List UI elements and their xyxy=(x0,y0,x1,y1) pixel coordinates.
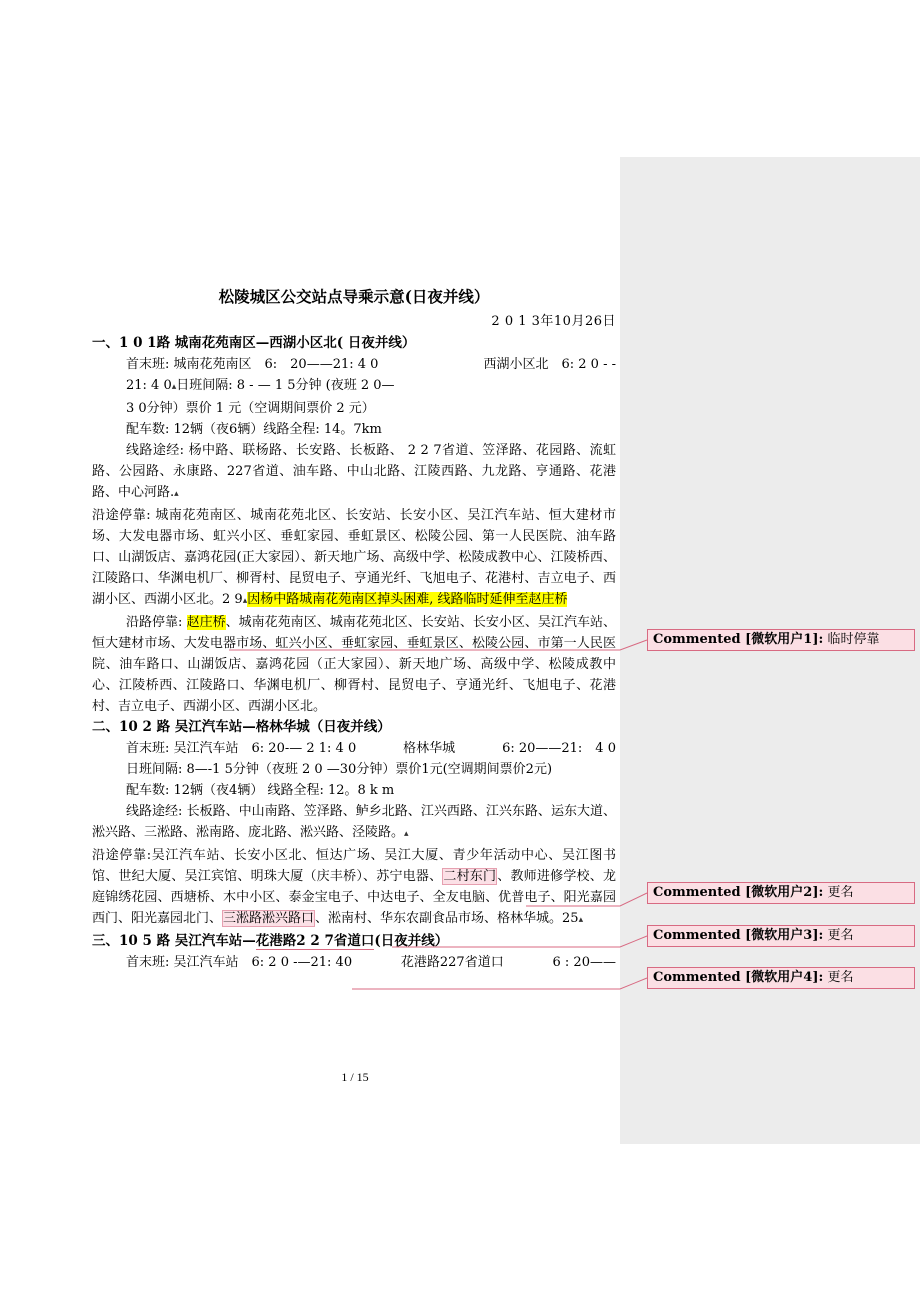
route-102-schedule xyxy=(92,738,616,759)
paragraph-mark-icon: ▴ xyxy=(578,915,584,925)
comment-4-text: 更名 xyxy=(827,970,854,985)
route-105-schedule-left: 首末班: 吴江汽车站 6: 2 0 -—21: 40 xyxy=(126,955,353,970)
paragraph-mark-icon: ▴ xyxy=(171,382,177,392)
route-101-notice: 因杨中路城南花苑南区掉头困难, 线路临时延伸至赵庄桥 xyxy=(247,592,568,607)
commented-text-1[interactable]: 赵庄桥 xyxy=(186,615,226,630)
route-105-heading: 三、10 5 路 吴江汽车站—花港路2 2 7省道口(日夜并线） xyxy=(92,933,449,949)
comment-3-author: Commented [微软用户3]: xyxy=(653,928,824,943)
commented-text-2[interactable]: 二村东门 xyxy=(443,869,497,884)
commented-text-4[interactable]: 花港路2 2 7省道口 xyxy=(255,933,375,949)
route-101-heading: 一、1 0 1路 城南花苑南区—西湖小区北( 日夜并线） xyxy=(92,335,416,351)
route-101-fare: 3 0分钟）票价 1 元（空调期间票价 2 元） xyxy=(126,401,375,416)
paragraph-mark-icon: ▴ xyxy=(174,489,179,499)
route-101-schedule xyxy=(92,354,616,375)
route-102-schedule-right: 6: 20——21: 4 0 xyxy=(502,741,616,756)
route-102-heading: 二、10 2 路 吴江汽车站—格林华城（日夜并线） xyxy=(92,719,391,735)
comment-2-text: 更名 xyxy=(827,885,854,900)
comment-4-connector xyxy=(352,978,647,989)
route-101-vehicles: 配车数: 12辆（夜6辆）线路全程: 14。7km xyxy=(126,422,382,437)
comment-1[interactable] xyxy=(647,629,915,651)
route-102-schedule-left: 首末班: 吴江汽车站 6: 20-— 2 1: 4 0 xyxy=(126,741,357,756)
route-101-path: 线路途经: 杨中路、联杨路、长安路、长板路、 2 2 7省道、笠泽路、花园路、流虹路、公园路、永康路、227省道、油车路、中山北路、江陵西路、九龙路、亨通路、花港路、中心河路.▴ xyxy=(92,443,616,500)
comment-1-text: 临时停靠 xyxy=(827,632,880,647)
route-101-schedule-left: 首末班: 城南花苑南区 6: 20——21: 4 0 xyxy=(126,357,379,372)
page-number: 1 / 15 xyxy=(341,1070,369,1084)
route-102-path: 线路途经: 长板路、中山南路、笠泽路、鲈乡北路、江兴西路、江兴东路、运东大道、淞兴路、三淞路、淞南路、庞北路、淞兴路、泾陵路。▴ xyxy=(92,804,616,840)
route-102-schedule-mid: 格林华城 xyxy=(403,741,456,756)
comment-3[interactable] xyxy=(647,925,915,947)
route-105-schedule-right: 6 : 20—— xyxy=(552,955,616,970)
route-101-interval: 21: 4 0▴日班间隔: 8 - — 1 5分钟 (夜班 2 0— xyxy=(126,378,395,393)
paragraph-mark-icon: ▴ xyxy=(404,829,409,839)
comment-4-author: Commented [微软用户4]: xyxy=(653,970,824,985)
comment-2[interactable] xyxy=(647,882,915,904)
route-105-schedule-mid: 花港路227省道口 xyxy=(400,955,504,970)
route-101-schedule-right: 西湖小区北 6: 2 0 - - xyxy=(483,357,616,372)
route-105-schedule xyxy=(92,952,616,973)
route-102-interval: 日班间隔: 8—-1 5分钟（夜班 2 0 —30分钟）票价1元(空调期间票价2元) xyxy=(126,762,553,777)
comment-1-author: Commented [微软用户1]: xyxy=(653,632,824,647)
comment-4[interactable] xyxy=(647,967,915,989)
document-title: 松陵城区公交站点导乘示意(日夜并线） xyxy=(218,287,490,306)
route-102-stops: 沿途停靠:吴江汽车站、长安小区北、恒达广场、吴江大厦、青少年活动中心、吴江图书馆、世纪大厦、吴江宾馆、明珠大厦（庆丰桥）、苏宁电器、二村东门、教师进修学校、龙庭锦绣花园、西塘桥、木中小区、泰金宝电子、中达电子、全友电脑、优普电子、阳光嘉园西门、阳光嘉园北门、三淞路淞兴路口、淞南村、华东农副食品市场、格林华城。25▴ xyxy=(92,848,616,926)
document-body xyxy=(92,283,616,973)
document-date: 2 0 1 3年10月26日 xyxy=(491,314,616,329)
route-101-stops: 沿途停靠: 城南花苑南区、城南花苑北区、长安站、长安小区、吴江汽车站、恒大建材市场、大发电器市场、虹兴小区、垂虹家园、垂虹景区、松陵公园、第一人民医院、油车路口、山湖饭店、嘉鸿花园(正大家园）、新天地广场、高级中学、松陵成教中心、江陵桥西、江陵路口、华渊电机厂、柳胥村、昆贸电子、亨通光纤、飞旭电子、花港村、吉立电子、西湖小区、西湖小区北。2 9▴因杨中路城南花苑南区掉头困难, 线路临时延伸至赵庄桥 xyxy=(92,508,616,607)
comment-3-text: 更名 xyxy=(827,928,854,943)
comment-2-author: Commented [微软用户2]: xyxy=(653,885,824,900)
commented-text-3[interactable]: 三淞路淞兴路口 xyxy=(223,911,315,926)
route-102-vehicles: 配车数: 12辆（夜4辆） 线路全程: 12。8 k m xyxy=(126,783,395,798)
paragraph-mark-icon: ▴ xyxy=(242,596,248,606)
route-101-stops-temporary: 沿路停靠: 赵庄桥、城南花苑南区、城南花苑北区、长安站、长安小区、吴江汽车站、恒大建材市场、大发电器市场、虹兴小区、垂虹家园、垂虹景区、松陵公园、市第一人民医院、油车路口、山湖饭店、嘉鸿花园（正大家园）、新天地广场、高级中学、松陵成教中心、江陵桥西、江陵路口、华渊电机厂、柳胥村、昆贸电子、亨通光纤、飞旭电子、花港村、吉立电子、西湖小区、西湖小区北。 xyxy=(92,615,616,714)
